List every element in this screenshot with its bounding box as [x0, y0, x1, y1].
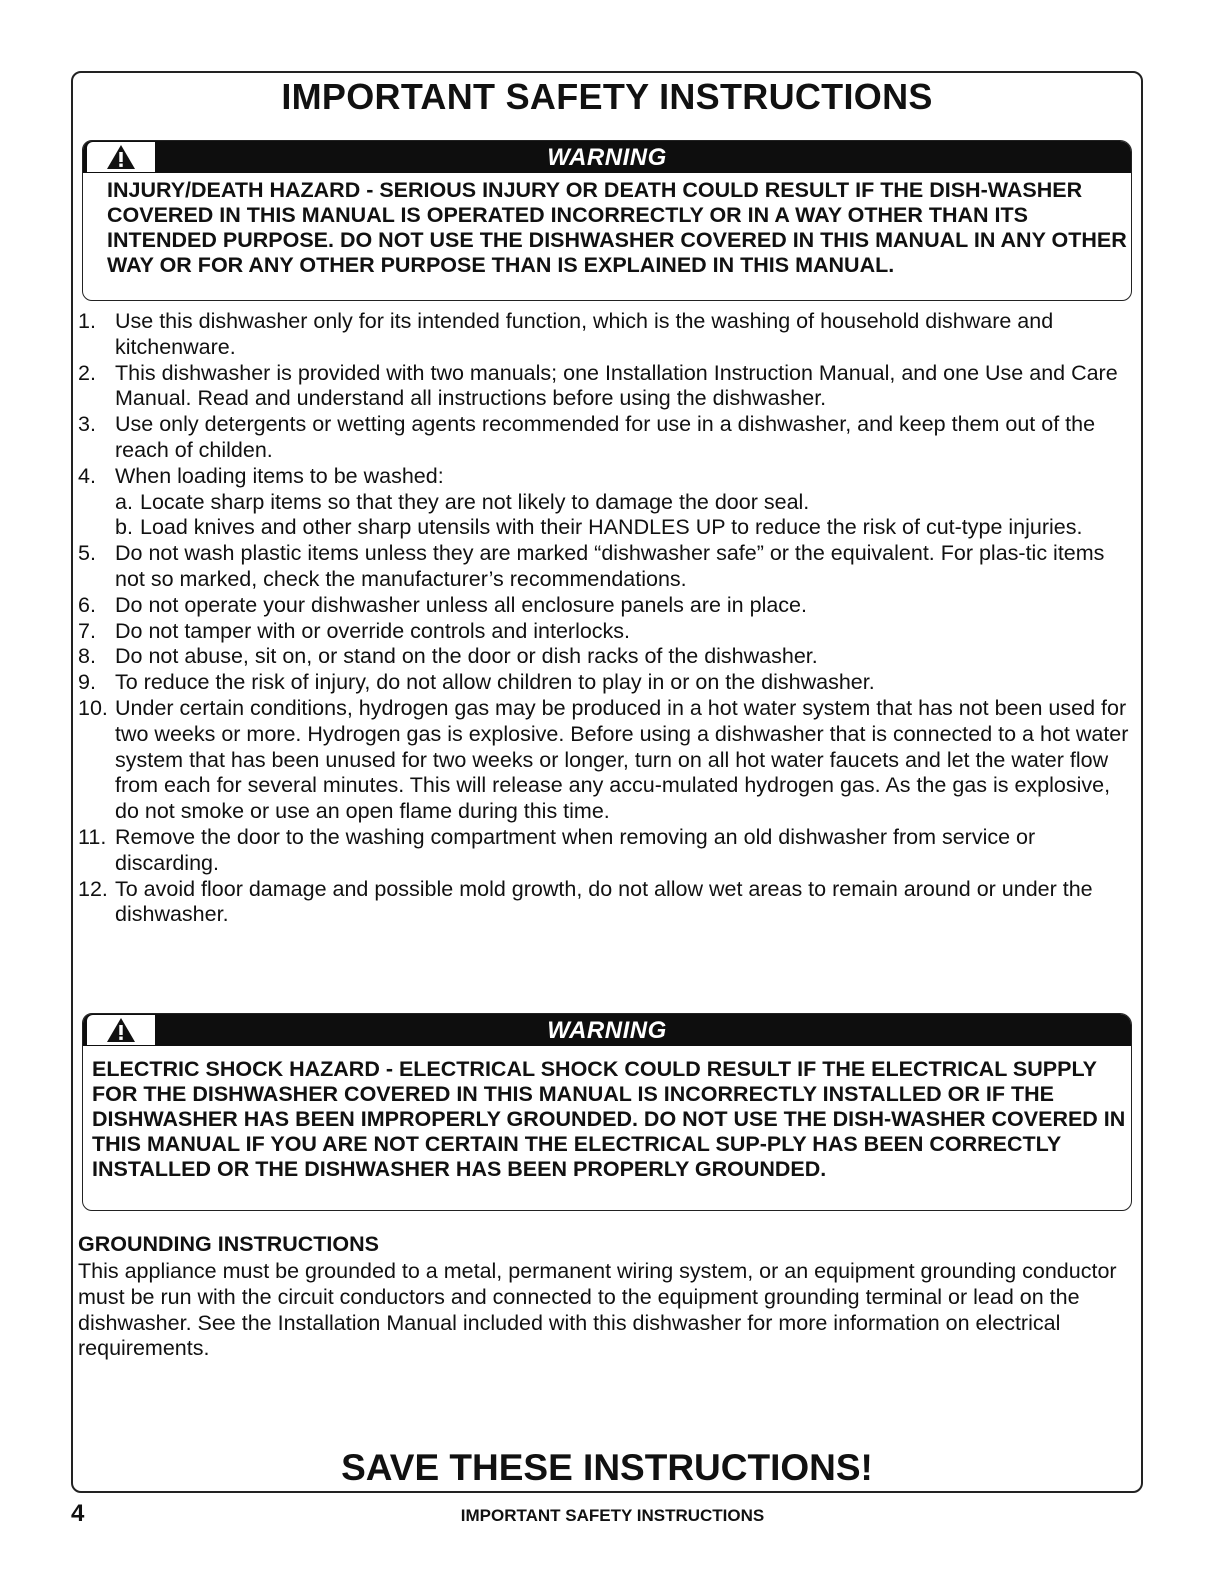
instruction-text: Do not abuse, sit on, or stand on the door or dish racks of the dishwasher.: [115, 644, 818, 669]
warning-header: [83, 141, 1131, 173]
instruction-number: 3.: [78, 412, 96, 437]
page-number: 4: [71, 1500, 85, 1527]
instruction-number: 2.: [78, 360, 96, 385]
warning-label: WARNING: [547, 144, 667, 171]
instruction-text: When loading items to be washed:: [115, 463, 444, 488]
instruction-text: To reduce the risk of injury, do not allow children to play in or on the dishwasher.: [115, 670, 875, 695]
instruction-text: Use only detergents or wetting agents recommended for use in a dishwasher, and keep them out of the reach of childen.: [115, 412, 1096, 462]
instruction-item: [78, 593, 1138, 619]
subitem-letter: b.: [115, 515, 133, 540]
instruction-text: To avoid floor damage and possible mold growth, do not allow wet areas to remain around or under the dishwasher.: [115, 876, 1093, 927]
warning-text: ELECTRIC SHOCK HAZARD - ELECTRICAL SHOCK COULD RESULT IF THE ELECTRICAL SUPPLY FOR THE DISHWASHER COVERED IN THIS MANUAL IS INCORRECTLY INSTALLED OR IF THE DISHWASHER HAS BEEN IMPROPERLY GROUNDED. DO NOT USE THE DISH-WASHER COVERED IN THIS MANUAL IF YOU ARE NOT CERTAIN THE ELECTRICAL SUP-PLY HAS BEEN CORRECTLY INSTALLED OR THE DISHWASHER HAS BEEN PROPERLY GROUNDED.: [92, 1057, 1126, 1181]
grounding-text: This appliance must be grounded to a metal, permanent wiring system, or an equipment grounding conductor must be run with the circuit conductors and connected to the equipment grounding terminal or lead on the dishwasher. See the Installation Manual included with this dishwasher for more information on electrical requirements.: [78, 1259, 1117, 1361]
instruction-item: [78, 670, 1138, 696]
instruction-text: Do not operate your dishwasher unless all enclosure panels are in place.: [115, 592, 807, 617]
instruction-item: [78, 877, 1138, 929]
warning-header: [83, 1014, 1131, 1046]
instruction-item: [78, 696, 1138, 825]
grounding-heading: GROUNDING INSTRUCTIONS: [78, 1232, 379, 1256]
instruction-item: [78, 464, 1138, 541]
warning-text: INJURY/DEATH HAZARD - SERIOUS INJURY OR DEATH COULD RESULT IF THE DISH-WASHER COVERED IN THIS MANUAL IS OPERATED INCORRECTLY OR IN A WAY OTHER THAN ITS INTENDED PURPOSE. DO NOT USE THE DISHWASHER COVERED IN THIS MANUAL IN ANY OTHER WAY OR FOR ANY OTHER PURPOSE THAN IS EXPLAINED IN THIS MANUAL.: [107, 178, 1127, 277]
instruction-text: Remove the door to the washing compartment when removing an old dishwasher from service or discarding.: [115, 824, 1036, 875]
instruction-number: 8.: [78, 644, 96, 669]
instruction-subitem: [115, 490, 1138, 516]
instruction-number: 12.: [78, 876, 108, 901]
instruction-number: 7.: [78, 618, 96, 643]
page-title: IMPORTANT SAFETY INSTRUCTIONS: [281, 76, 933, 117]
footer-title: IMPORTANT SAFETY INSTRUCTIONS: [460, 1506, 765, 1525]
instruction-item: [78, 825, 1138, 877]
subitem-text: Load knives and other sharp utensils with their HANDLES UP to reduce the risk of cut-type injuries.: [140, 515, 1083, 540]
instruction-number: 5.: [78, 541, 96, 566]
instruction-list: [78, 309, 1138, 928]
instruction-item: [78, 412, 1138, 464]
instruction-item: [78, 309, 1138, 361]
instruction-number: 6.: [78, 592, 96, 617]
instruction-number: 4.: [78, 463, 96, 488]
instruction-text: This dishwasher is provided with two manuals; one Installation Instruction Manual, and one Use and Care Manual. Read and understand all instructions before using the dishwasher.: [115, 360, 1118, 411]
instruction-text: Do not wash plastic items unless they are marked “dishwasher safe” or the equivalent. For plas-tic items not so marked, check the manufacturer’s recommendations.: [115, 541, 1105, 591]
instruction-subitem: [115, 515, 1138, 541]
instruction-number: 10.: [78, 695, 108, 720]
subitem-text: Locate sharp items so that they are not likely to damage the door seal.: [140, 489, 810, 514]
instruction-number: 9.: [78, 670, 96, 695]
instruction-text: Use this dishwasher only for its intended function, which is the washing of household dishware and kitchenware.: [115, 309, 1054, 359]
subitem-letter: a.: [115, 489, 133, 514]
warning-label: WARNING: [547, 1017, 667, 1044]
warning-box-injury: [82, 140, 1132, 301]
instruction-item: [78, 361, 1138, 413]
warning-box-electric: [82, 1013, 1132, 1211]
instruction-text: Do not tamper with or override controls and interlocks.: [115, 618, 631, 643]
instruction-number: 11.: [78, 824, 107, 849]
instruction-number: 1.: [78, 309, 96, 333]
instruction-item: [78, 619, 1138, 645]
save-instructions-banner: SAVE THESE INSTRUCTIONS!: [341, 1447, 873, 1488]
instruction-item: [78, 644, 1138, 670]
instruction-text: Under certain conditions, hydrogen gas may be produced in a hot water system that has not been used for two weeks or more. Hydrogen gas is explosive. Before using a dishwasher that is connected to a hot water system that has been unused for two weeks or longer, turn on all hot water faucets and let the water flow from each for several minutes. This will release any accu-mulated hydrogen gas. As the gas is explosive, do not smoke or use an open flame during this time.: [115, 695, 1129, 824]
instruction-item: [78, 541, 1138, 593]
